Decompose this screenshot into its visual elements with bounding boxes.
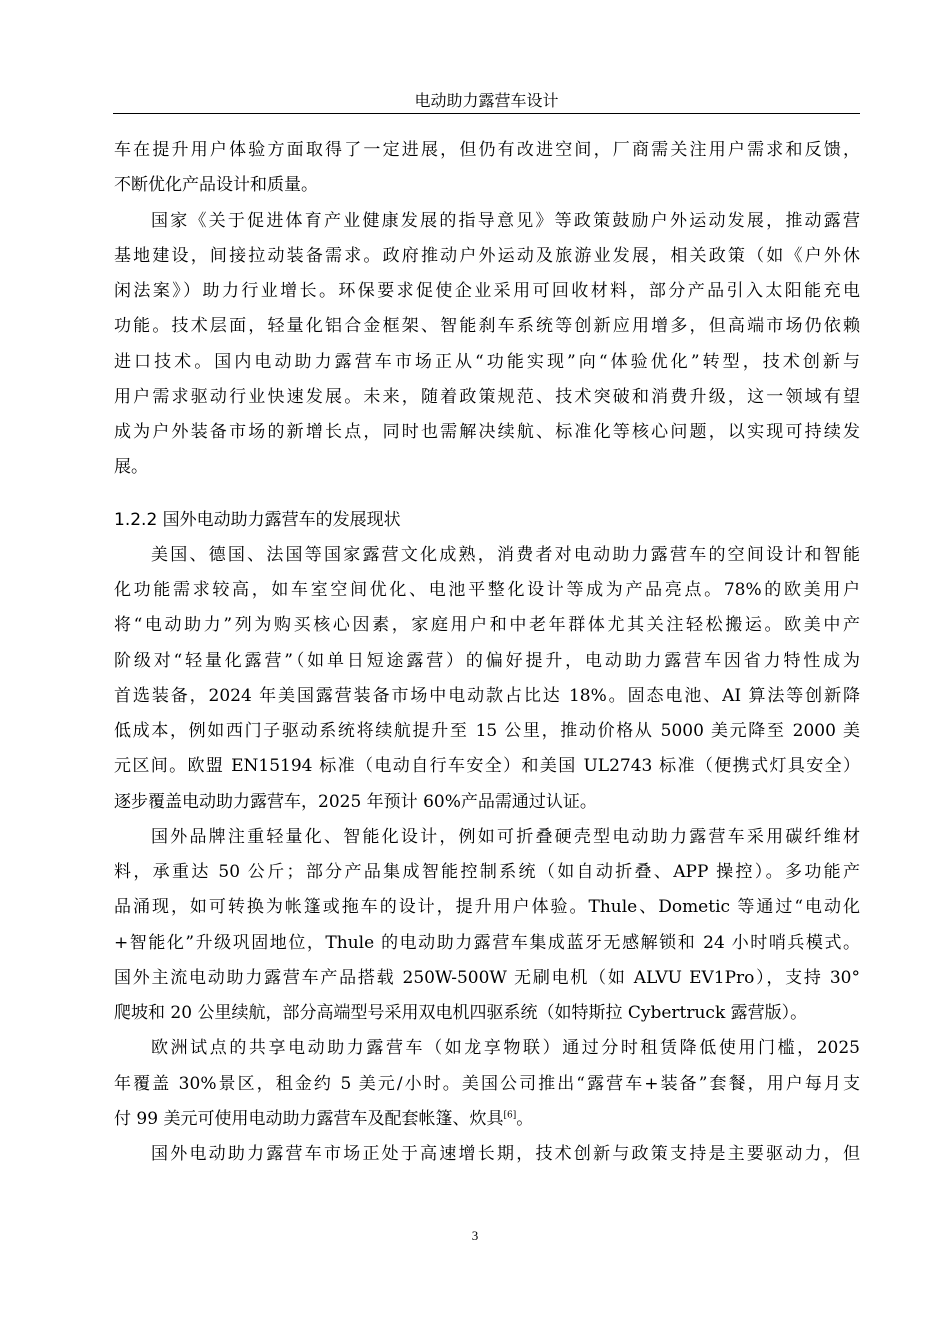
text-line: 元区间。欧盟 EN15194 标准（电动自行车安全）和美国 UL2743 标准（便携式灯具安全） — [114, 756, 860, 777]
paragraph-continued — [114, 133, 860, 204]
text-line: 国家《关于促进体育产业健康发展的指导意见》等政策鼓励户外运动发展，推动露营 — [151, 210, 860, 231]
text-line: 首选装备，2024 年美国露营装备市场中电动款占比达 18%。固态电池、AI 算法等创新降 — [114, 685, 860, 706]
text-line: 欧洲试点的共享电动助力露营车（如龙享物联）通过分时租赁降低使用门槛，2025 — [151, 1038, 860, 1059]
text-span: 付 99 美元可使用电动助力露营车及配套帐篷、炊具 — [114, 1108, 504, 1129]
text-line: 功能。技术层面，轻量化铝合金框架、智能刹车系统等创新应用增多，但高端市场仍依赖 — [114, 316, 860, 337]
paragraph-policy — [114, 204, 860, 486]
text-line: 国外主流电动助力露营车产品搭载 250W-500W 无刷电机（如 ALVU EV1Pro），支持 30° — [114, 967, 860, 988]
paragraph-final — [114, 1137, 860, 1172]
text-line: 闲法案》）助力行业增长。环保要求促使企业采用可回收材料，部分产品引入太阳能充电 — [114, 281, 860, 301]
paragraph-market — [114, 538, 860, 820]
text-line: 进口技术。国内电动助力露营车市场正从“功能实现”向“体验优化”转型，技术创新与 — [114, 351, 860, 372]
text-line: 爬坡和 20 公里续航，部分高端型号采用双电机四驱系统（如特斯拉 Cybertruck 露营版）。 — [114, 1003, 808, 1023]
text-line: 车在提升用户体验方面取得了一定进展，但仍有改进空间，厂商需关注用户需求和反馈， — [114, 140, 860, 160]
text-line: 不断优化产品设计和质量。 — [114, 175, 318, 196]
text-line: 将“电动助力”列为购买核心因素，家庭用户和中老年群体尤其关注轻松搬运。欧美中产 — [114, 615, 860, 636]
text-line: 用户需求驱动行业快速发展。未来，随着政策规范、技术突破和消费升级，这一领域有望 — [114, 386, 860, 407]
text-line: 阶级对“轻量化露营”（如单日短途露营）的偏好提升，电动助力露营车因省力特性成为 — [114, 650, 860, 671]
text-line: 成为户外装备市场的新增长点，同时也需解决续航、标准化等核心问题，以实现可持续发 — [114, 422, 860, 442]
text-line: +智能化”升级巩固地位，Thule 的电动助力露营车集成蓝牙无感解锁和 24 小时哨兵模式。 — [114, 932, 860, 953]
header-divider — [113, 113, 860, 114]
paragraph-sharing — [114, 1031, 860, 1137]
text-line: 展。 — [114, 457, 148, 478]
text-line: 品涌现，如可转换为帐篷或拖车的设计，提升用户体验。Thule、Dometic 等通过“电动化 — [114, 897, 860, 918]
paragraph-brands — [114, 820, 860, 1032]
text-line: 年覆盖 30%景区，租金约 5 美元/小时。美国公司推出“露营车+装备”套餐，用户每月支 — [114, 1073, 860, 1094]
text-line: 美国、德国、法国等国家露营文化成熟，消费者对电动助力露营车的空间设计和智能 — [151, 544, 860, 565]
body-text — [114, 133, 860, 1172]
text-line-with-citation — [114, 1102, 860, 1137]
text-line: 料，承重达 50 公斤；部分产品集成智能控制系统（如自动折叠、APP 操控）。多功能产 — [114, 862, 860, 882]
text-line: 逐步覆盖电动助力露营车，2025 年预计 60%产品需通过认证。 — [114, 791, 597, 812]
text-line: 国外电动助力露营车市场正处于高速增长期，技术创新与政策支持是主要驱动力，但 — [151, 1144, 860, 1164]
section-heading: 1.2.2 国外电动助力露营车的发展现状 — [114, 509, 401, 530]
running-header: 电动助力露营车设计 — [414, 91, 559, 110]
text-line: 化功能需求较高，如车室空间优化、电池平整化设计等成为产品亮点。78%的欧美用户 — [114, 580, 860, 600]
text-line: 基地建设，间接拉动装备需求。政府推动户外运动及旅游业发展，相关政策（如《户外休 — [114, 245, 860, 266]
text-span: 。 — [516, 1108, 534, 1129]
page-number: 3 — [471, 1228, 479, 1243]
text-line: 国外品牌注重轻量化、智能化设计，例如可折叠硬壳型电动助力露营车采用碳纤维材 — [151, 826, 860, 847]
text-line: 低成本，例如西门子驱动系统将续航提升至 15 公里，推动价格从 5000 美元降至 2000 美 — [114, 721, 860, 741]
citation-reference[interactable]: [6] — [503, 1110, 517, 1121]
